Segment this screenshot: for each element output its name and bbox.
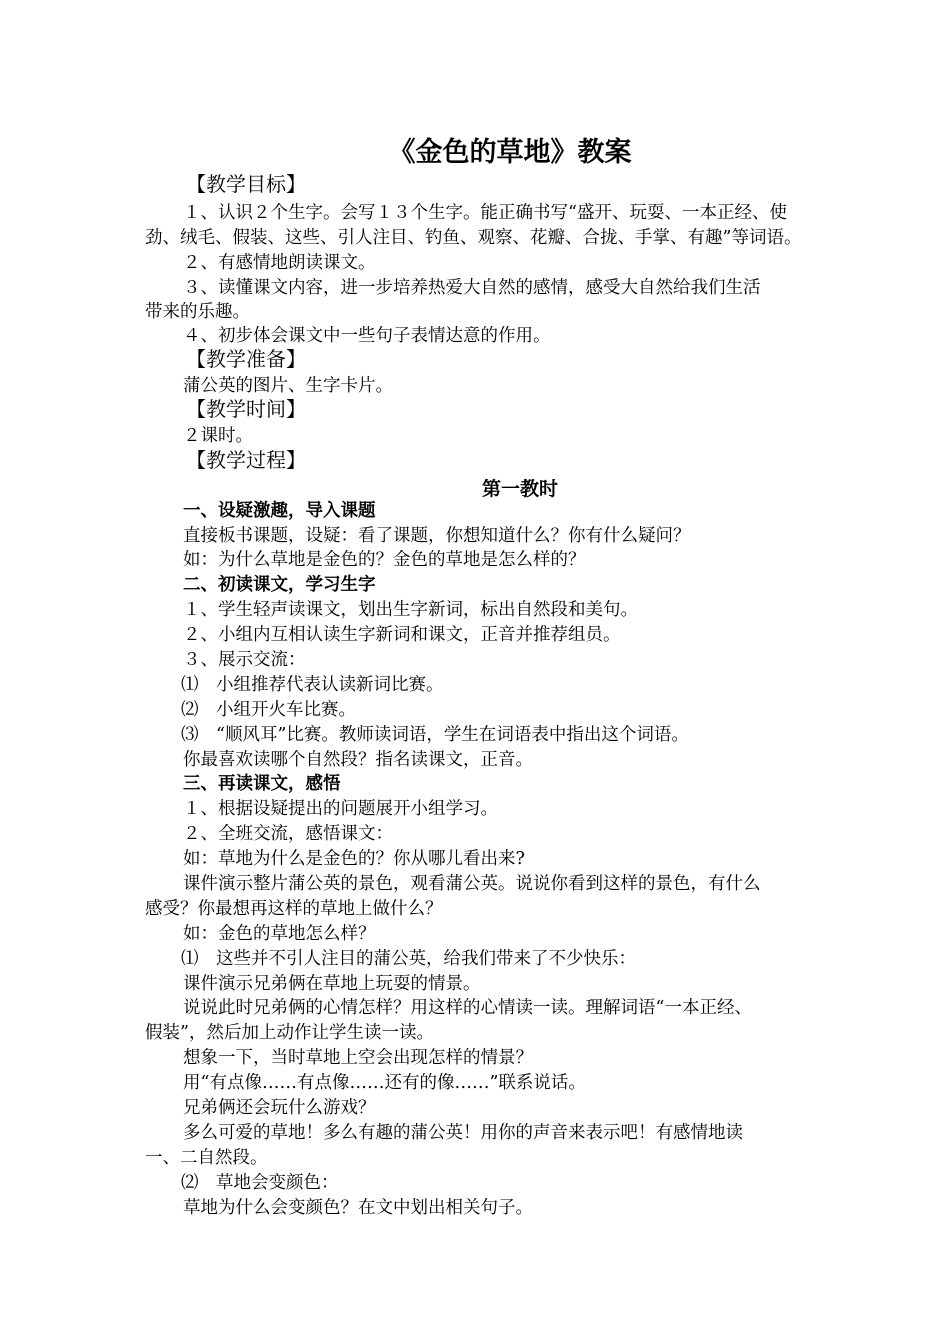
section-3-para-2: ２、全班交流，感悟课文： bbox=[183, 824, 393, 844]
section-3-item-2: ⑵ 草地会变颜色： bbox=[181, 1173, 339, 1193]
section-3-para-11-line-1: 多么可爱的草地！多么有趣的蒲公英！用你的声音来表示吧！有感情地读 bbox=[183, 1123, 743, 1143]
section-2-item-1: ⑴ 小组推荐代表认读新词比赛。 bbox=[181, 675, 444, 695]
section-2-heading: 二、初读课文，学习生字 bbox=[183, 575, 376, 595]
section-3-heading: 三、再读课文，感悟 bbox=[183, 774, 341, 794]
prep-text: 蒲公英的图片、生字卡片。 bbox=[183, 376, 393, 396]
process-heading: 【教学过程】 bbox=[186, 448, 306, 472]
section-3-para-5: 如：金色的草地怎么样？ bbox=[183, 924, 376, 944]
lesson-1-heading: 第一教时 bbox=[481, 478, 558, 500]
section-2-item-3: ⑶ “顺风耳”比赛。教师读词语，学生在词语表中指出这个词语。 bbox=[181, 725, 689, 745]
section-2-para-3: ３、展示交流： bbox=[183, 650, 306, 670]
section-1-heading: 一、设疑激趣，导入课题 bbox=[183, 501, 376, 521]
goal-3-line-2: 带来的乐趣。 bbox=[145, 302, 250, 322]
section-3-para-7-line-2: 假装”，然后加上动作让学生读一读。 bbox=[145, 1023, 434, 1043]
section-3-para-4-line-2: 感受？你最想再这样的草地上做什么？ bbox=[145, 899, 443, 919]
section-3-para-12: 草地为什么会变颜色？在文中划出相关句子。 bbox=[183, 1198, 533, 1218]
section-3-para-9: 用“有点像……有点像……还有的像……”联系说话。 bbox=[183, 1073, 586, 1093]
section-3-para-6: 课件演示兄弟俩在草地上玩耍的情景。 bbox=[183, 974, 481, 994]
goal-3-line-1: ３、读懂课文内容，进一步培养热爱大自然的感情，感受大自然给我们生活 bbox=[183, 278, 761, 298]
section-1-para-2: 如：为什么草地是金色的？金色的草地是怎么样的？ bbox=[183, 550, 586, 570]
goals-heading: 【教学目标】 bbox=[186, 172, 306, 196]
section-3-para-8: 想象一下，当时草地上空会出现怎样的情景？ bbox=[183, 1048, 533, 1068]
section-2-para-4: 你最喜欢读哪个自然段？指名读课文，正音。 bbox=[183, 750, 533, 770]
goal-1-line-1: １、认识２个生字。会写１３个生字。能正确书写“盛开、玩耍、一本正经、使 bbox=[183, 203, 787, 223]
goal-1-line-2: 劲、绒毛、假装、这些、引人注目、钓鱼、观察、花瓣、合拢、手掌、有趣”等词语。 bbox=[145, 228, 802, 248]
goal-4: ４、初步体会课文中一些句子表情达意的作用。 bbox=[183, 326, 551, 346]
section-2-para-2: ２、小组内互相认读生字新词和课文，正音并推荐组员。 bbox=[183, 625, 621, 645]
section-3-para-7-line-1: 说说此时兄弟俩的心情怎样？用这样的心情读一读。理解词语“一本正经、 bbox=[183, 998, 752, 1018]
section-3-para-4-line-1: 课件演示整片蒲公英的景色，观看蒲公英。说说你看到这样的景色，有什么 bbox=[183, 874, 761, 894]
time-text: ２课时。 bbox=[183, 426, 253, 446]
section-3-para-3: 如：草地为什么是金色的？你从哪儿看出来? bbox=[183, 849, 525, 869]
section-2-para-1: １、学生轻声读课文，划出生字新词，标出自然段和美句。 bbox=[183, 600, 638, 620]
section-3-para-11-line-2: 一、二自然段。 bbox=[145, 1148, 268, 1168]
section-2-item-2: ⑵ 小组开火车比赛。 bbox=[181, 700, 356, 720]
prep-heading: 【教学准备】 bbox=[186, 347, 306, 371]
time-heading: 【教学时间】 bbox=[186, 397, 306, 421]
section-1-para-1: 直接板书课题，设疑：看了课题，你想知道什么？你有什么疑问？ bbox=[183, 526, 691, 546]
document-title: 《金色的草地》教案 bbox=[388, 137, 632, 168]
section-3-para-10: 兄弟俩还会玩什么游戏？ bbox=[183, 1098, 376, 1118]
goal-2: ２、有感情地朗读课文。 bbox=[183, 253, 376, 273]
section-3-item-1: ⑴ 这些并不引人注目的蒲公英，给我们带来了不少快乐： bbox=[181, 949, 636, 969]
section-3-para-1: １、根据设疑提出的问题展开小组学习。 bbox=[183, 799, 498, 819]
